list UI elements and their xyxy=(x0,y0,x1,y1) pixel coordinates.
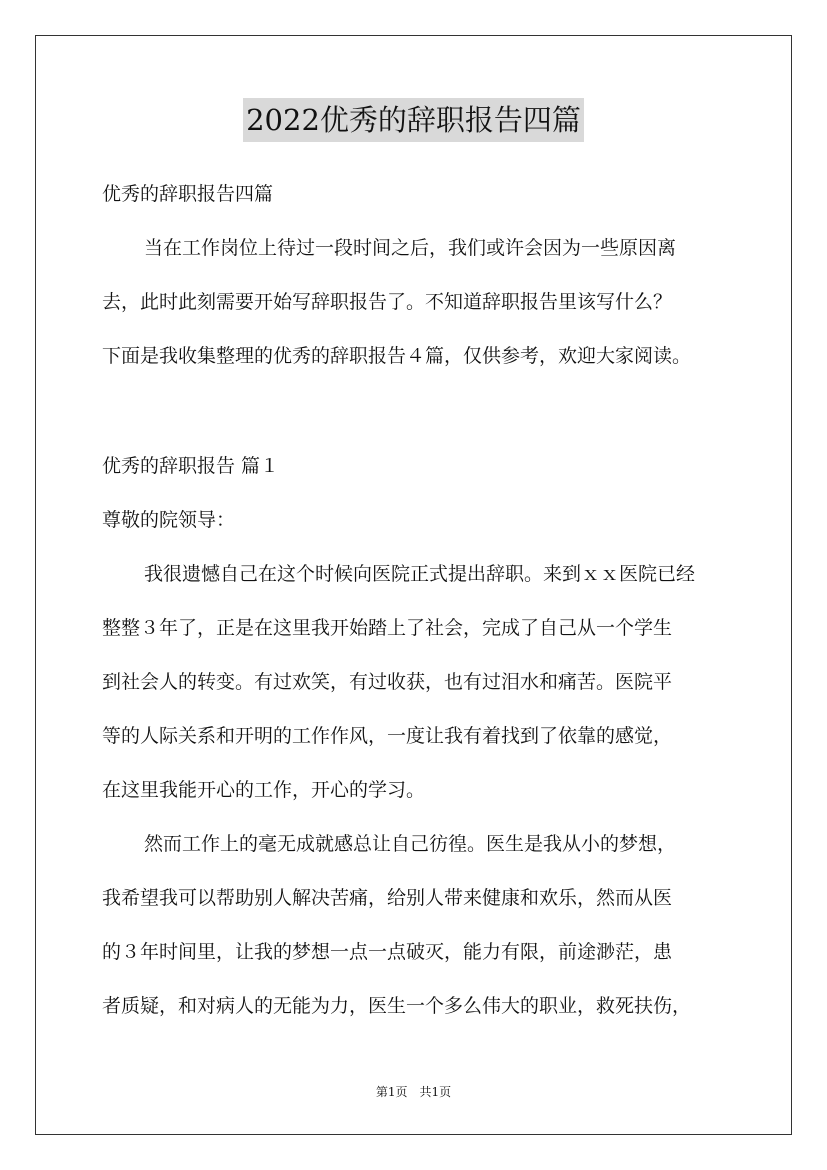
section-heading: 优秀的辞职报告 篇１ xyxy=(102,455,280,477)
salutation: 尊敬的院领导： xyxy=(102,509,236,531)
para2-line-4: 者质疑，和对病人的无能为力，医生一个多么伟大的职业，救死扶伤， xyxy=(102,995,692,1017)
para2-line-2: 我希望我可以帮助别人解决苦痛，给别人带来健康和欢乐，然而从医 xyxy=(102,887,673,909)
para1-line-4: 等的人际关系和开明的工作作风，一度让我有着找到了依靠的感觉， xyxy=(102,725,673,747)
subtitle: 优秀的辞职报告四篇 xyxy=(102,183,274,205)
para2-line-1: 然而工作上的毫无成就感总让自己彷徨。医生是我从小的梦想， xyxy=(144,833,677,855)
para2-line-3: 的３年时间里，让我的梦想一点一点破灭，能力有限，前途渺茫，患 xyxy=(102,941,673,963)
para1-line-5: 在这里我能开心的工作，开心的学习。 xyxy=(102,779,426,801)
para1-line-3: 到社会人的转变。有过欢笑，有过收获，也有过泪水和痛苦。医院平 xyxy=(102,671,673,693)
intro-line-2: 去，此时此刻需要开始写辞职报告了。不知道辞职报告里该写什么？ xyxy=(102,291,673,313)
para1-line-1: 我很遗憾自己在这个时候向医院正式提出辞职。来到ｘｘ医院已经 xyxy=(144,563,696,585)
intro-line-3: 下面是我收集整理的优秀的辞职报告４篇，仅供参考，欢迎大家阅读。 xyxy=(102,345,692,367)
page-footer: 第1页 共1页 xyxy=(375,1085,452,1099)
document-title: 2022优秀的辞职报告四篇 xyxy=(243,98,584,142)
para1-line-2: 整整３年了，正是在这里我开始踏上了社会，完成了自己从一个学生 xyxy=(102,617,673,639)
intro-line-1: 当在工作岗位上待过一段时间之后，我们或许会因为一些原因离 xyxy=(144,237,677,259)
title-wrap xyxy=(0,98,827,142)
